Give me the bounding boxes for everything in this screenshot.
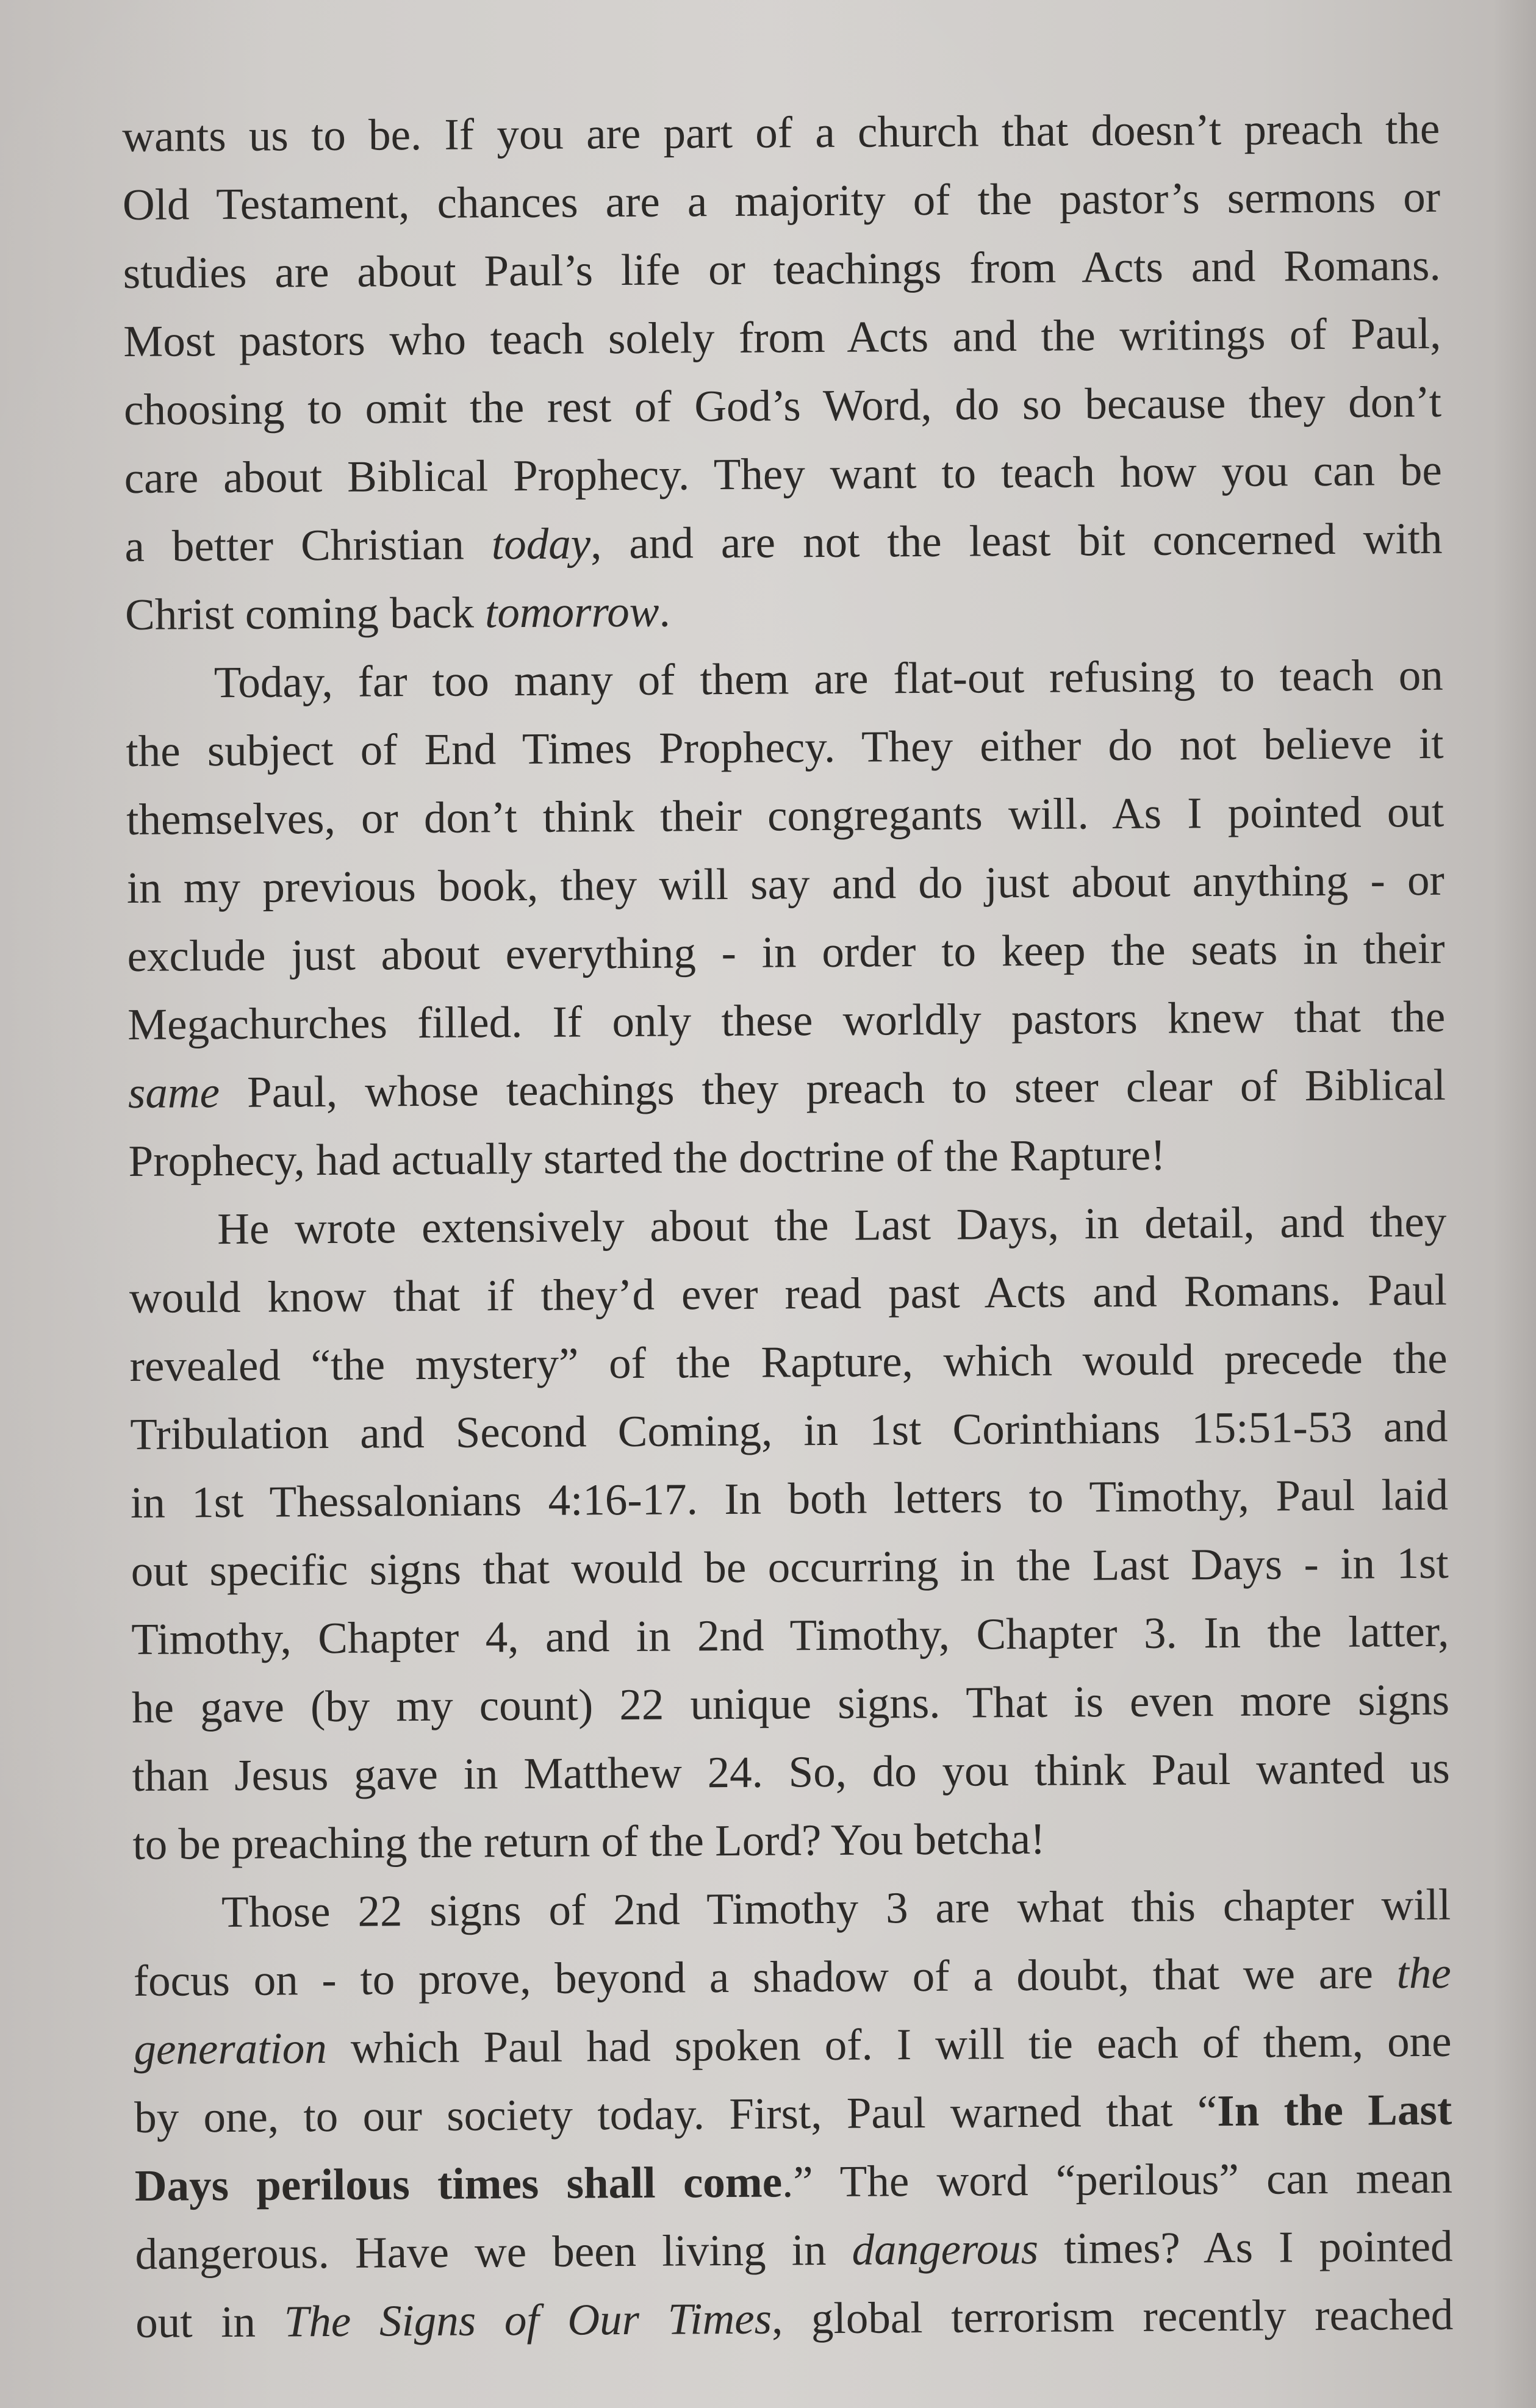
- text-run: , global terrorism recently reached: [771, 2289, 1454, 2343]
- text-run: choosing to omit the rest of God’s Word, do so because they don’t: [123, 376, 1442, 434]
- paragraph-2: [125, 641, 1446, 1195]
- text-line: [123, 231, 1441, 307]
- text-line: [132, 1734, 1450, 1810]
- text-line: [129, 1256, 1448, 1332]
- text-line: [125, 641, 1443, 717]
- text-run: in my previous book, they will say and do just about anything - or: [126, 855, 1445, 912]
- text-run: Old Testament, chances are a majority of the pastor’s sermons or: [122, 171, 1441, 229]
- paragraph-1: [122, 95, 1443, 649]
- text-run: a better Christian: [124, 519, 492, 571]
- text-line: [135, 2281, 1454, 2357]
- paragraph-4: [133, 1871, 1454, 2357]
- text-run: Paul, whose teachings they preach to steer clear of Biblical: [219, 1059, 1446, 1117]
- text-run: out in: [135, 2296, 284, 2347]
- text-line: [132, 1666, 1450, 1742]
- text-run: wants us to be. If you are part of a church that doesn’t preach the: [122, 103, 1440, 161]
- text-run: Megachurches filled. If only these worldly pastors knew that the: [127, 991, 1446, 1049]
- text-run: Prophecy, had actually started the doctrine of the Rapture!: [128, 1130, 1166, 1186]
- text-run: Most pastors who teach solely from Acts and the writings of Paul,: [123, 308, 1441, 366]
- italic-text: same: [127, 1067, 220, 1117]
- text-line: [124, 436, 1442, 512]
- text-run: times? As I pointed: [1038, 2221, 1453, 2273]
- text-line: [124, 368, 1442, 444]
- text-line: [129, 1188, 1447, 1264]
- text-line: [131, 1597, 1449, 1674]
- text-run: Timothy, Chapter 4, and in 2nd Timothy, Chapter 3. In the latter,: [131, 1606, 1449, 1664]
- text-line: [127, 983, 1446, 1059]
- text-run: would know that if they’d ever read past Acts and Romans. Paul: [129, 1264, 1448, 1322]
- italic-text: tomorrow: [484, 586, 659, 637]
- text-run: than Jesus gave in Matthew 24. So, do you think Paul wanted us: [132, 1743, 1450, 1801]
- text-run: .” The word “perilous” can mean: [781, 2152, 1453, 2207]
- text-run: revealed “the mystery” of the Rapture, which would precede the: [129, 1333, 1448, 1391]
- bold-quote-text: Days perilous times shall come: [134, 2157, 783, 2210]
- italic-text: dangerous: [852, 2223, 1039, 2274]
- text-run: studies are about Paul’s life or teachings from Acts and Romans.: [123, 240, 1441, 298]
- text-run: care about Biblical Prophecy. They want to teach how you can be: [124, 445, 1442, 503]
- italic-text: the: [1396, 1948, 1452, 1998]
- text-run: Those 22 signs of 2nd Timothy 3 are what this chapter will: [221, 1879, 1451, 1937]
- text-run: .: [659, 586, 670, 636]
- text-run: focus on - to prove, beyond a shadow of a doubt, that we are: [133, 1948, 1397, 2005]
- bold-quote-text: In the Last: [1217, 2084, 1452, 2136]
- text-line: [127, 914, 1445, 991]
- text-line: [122, 95, 1440, 171]
- text-line: [124, 504, 1443, 581]
- text-run: by one, to our society today. First, Paul warned that “: [134, 2086, 1218, 2142]
- text-run: themselves, or don’t think their congregants will. As I pointed out: [126, 786, 1444, 844]
- text-run: Today, far too many of them are flat-out refusing to teach on: [214, 650, 1444, 708]
- text-run: Christ coming back: [124, 587, 486, 639]
- text-line: [128, 1119, 1446, 1195]
- text-line: [134, 2007, 1452, 2084]
- text-line: [127, 846, 1445, 922]
- text-line: [132, 1802, 1451, 1879]
- text-run: in 1st Thessalonians 4:16-17. In both letters to Timothy, Paul laid: [130, 1469, 1449, 1527]
- paragraph-3: [129, 1188, 1451, 1879]
- text-line: [126, 709, 1444, 786]
- text-run: he gave (by my count) 22 unique signs. That is even more signs: [131, 1674, 1450, 1732]
- body-text: [122, 95, 1454, 2357]
- text-line: [135, 2212, 1453, 2288]
- text-line: [123, 163, 1441, 239]
- text-run: the subject of End Times Prophecy. They either do not believe it: [126, 718, 1444, 776]
- italic-text: generation: [134, 2023, 328, 2074]
- text-line: [131, 1461, 1449, 1537]
- text-line: [133, 1939, 1451, 2015]
- text-line: [133, 1871, 1451, 1947]
- text-run: Tribulation and Second Coming, in 1st Corinthians 15:51-53 and: [130, 1401, 1448, 1459]
- text-line: [126, 778, 1444, 854]
- text-run: exclude just about everything - in order to keep the seats in their: [127, 923, 1445, 981]
- text-run: which Paul had spoken of. I will tie each of them, one: [326, 2016, 1452, 2073]
- text-run: dangerous. Have we been living in: [135, 2224, 852, 2279]
- text-line: [125, 573, 1443, 649]
- text-run: out specific signs that would be occurring in the Last Days - in 1st: [131, 1538, 1449, 1596]
- text-line: [131, 1529, 1449, 1605]
- text-line: [134, 2076, 1452, 2152]
- text-line: [135, 2144, 1453, 2220]
- text-run: , and are not the least bit concerned with: [590, 513, 1443, 568]
- text-line: [128, 1051, 1446, 1127]
- text-line: [130, 1392, 1448, 1469]
- text-line: [123, 299, 1441, 376]
- text-line: [129, 1324, 1448, 1400]
- italic-text: The Signs of Our Times: [284, 2293, 772, 2346]
- text-run: He wrote extensively about the Last Days, in detail, and they: [217, 1196, 1447, 1254]
- text-run: to be preaching the return of the Lord? You betcha!: [132, 1813, 1046, 1869]
- italic-text: today: [491, 518, 591, 569]
